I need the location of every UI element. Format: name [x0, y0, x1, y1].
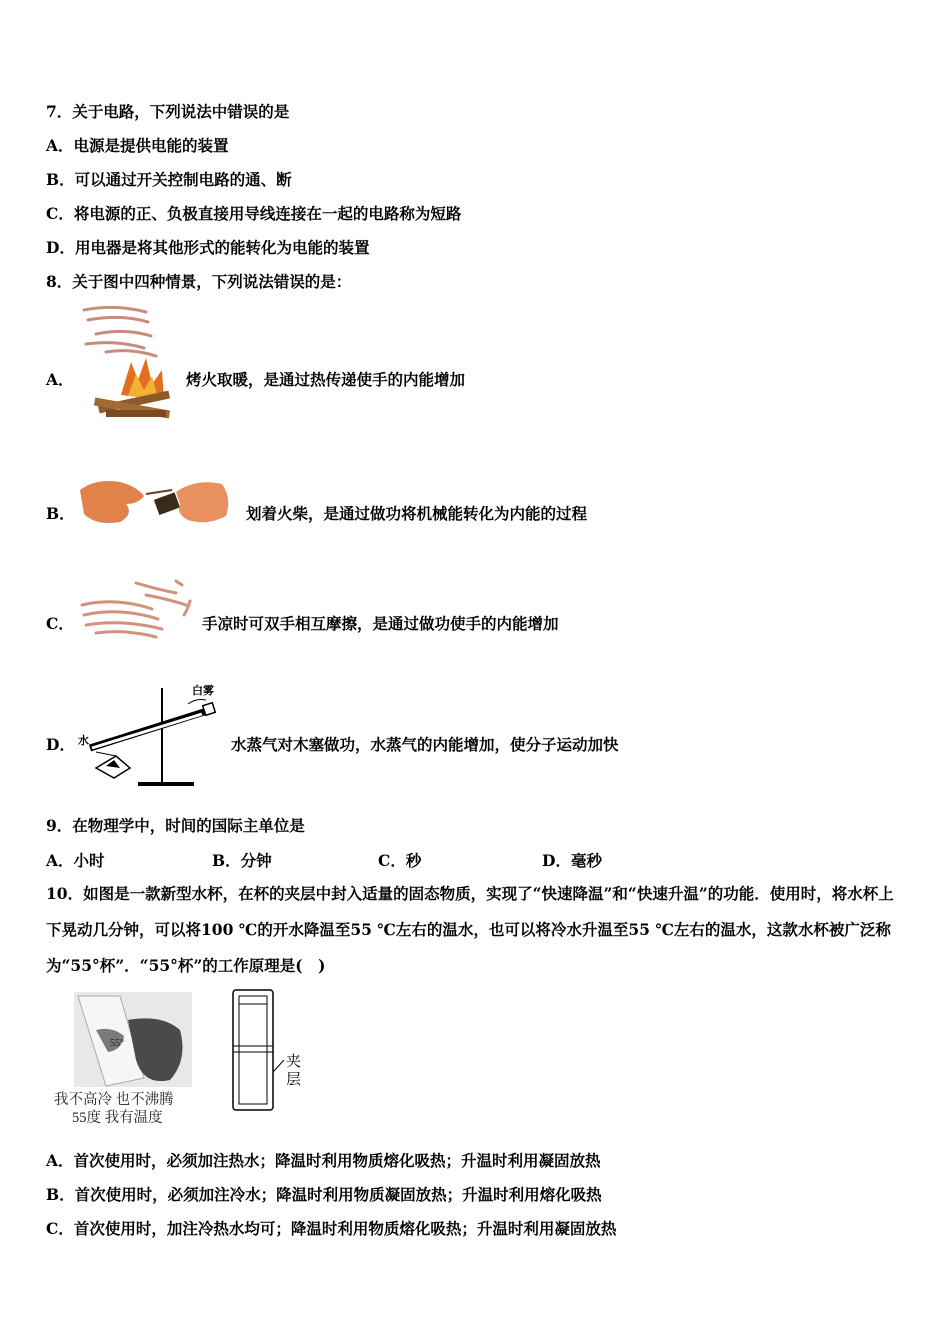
q10-option-b: B．首次使用时，必须加注冷水；降温时利用物质凝固放热；升温时利用熔化吸热: [46, 1185, 602, 1204]
q10-option-a: A．首次使用时，必须加注热水；降温时利用物质熔化吸热；升温时利用凝固放热: [46, 1151, 601, 1170]
cup-cross-section-figure: [228, 986, 308, 1114]
q8-option-d-text: 水蒸气对木塞做功，水蒸气的内能增加，使分子运动加快: [231, 735, 619, 754]
campfire-hands-figure: [76, 300, 176, 425]
figure-label-water: 水: [78, 735, 89, 747]
q9-choice-c: C．秒: [378, 851, 422, 870]
q8-option-a-text: 烤火取暖，是通过热传递使手的内能增加: [186, 370, 466, 389]
q7-option-a: A．电源是提供电能的装置: [46, 136, 229, 155]
q8-option-d-label: D．: [46, 735, 75, 754]
q9-choice-a: A．小时: [46, 851, 105, 870]
cup-advertisement-figure: [52, 990, 204, 1130]
steam-cork-apparatus-figure: [76, 682, 226, 792]
q9-stem: 9．在物理学中，时间的国际主单位是: [46, 816, 305, 835]
figure-caption-line1: 我不高冷 也不沸腾: [54, 1092, 174, 1108]
layer-label-1: 夹: [286, 1054, 302, 1070]
q7-stem: 7．关于电路，下列说法中错误的是: [46, 102, 290, 121]
q8-option-b-label: B．: [46, 504, 75, 523]
cup-mark-text: 55°: [110, 1038, 124, 1049]
q7-option-c: C．将电源的正、负极直接用导线连接在一起的电路称为短路: [46, 204, 462, 223]
match-striking-figure: [76, 470, 234, 530]
q9-choice-b: B．分钟: [212, 851, 272, 870]
q8-option-c-label: C．: [46, 614, 74, 633]
figure-label-steam: 白雾: [192, 685, 214, 697]
layer-label-2: 层: [286, 1072, 302, 1088]
rubbing-hands-figure: [76, 575, 196, 645]
figure-caption-line2: 55度 我有温度: [72, 1110, 163, 1126]
q7-option-b: B．可以通过开关控制电路的通、断: [46, 170, 292, 189]
q9-choice-d: D．毫秒: [542, 851, 602, 870]
q8-option-a-label: A．: [46, 370, 74, 389]
q7-option-d: D．用电器是将其他形式的能转化为电能的装置: [46, 238, 370, 257]
q10-option-c: C．首次使用时，加注冷热水均可；降温时利用物质熔化吸热；升温时利用凝固放热: [46, 1219, 617, 1238]
q10-stem: 10．如图是一款新型水杯，在杯的夹层中封入适量的固态物质，实现了“快速降温”和“快速升温”的功能．使用时，将水杯上下晃动几分钟，可以将100 ℃的开水降温至55 ℃左右的温水，也可以将冷水升温至55 ℃左右的温水，这款水杯被广泛称为“55°杯”．“55°杯”的工作原理是( ): [46, 884, 894, 975]
q8-stem: 8．关于图中四种情景，下列说法错误的是：: [46, 272, 352, 291]
q8-option-c-text: 手凉时可双手相互摩擦，是通过做功使手的内能增加: [202, 614, 559, 633]
q8-option-b-text: 划着火柴，是通过做功将机械能转化为内能的过程: [246, 504, 588, 523]
